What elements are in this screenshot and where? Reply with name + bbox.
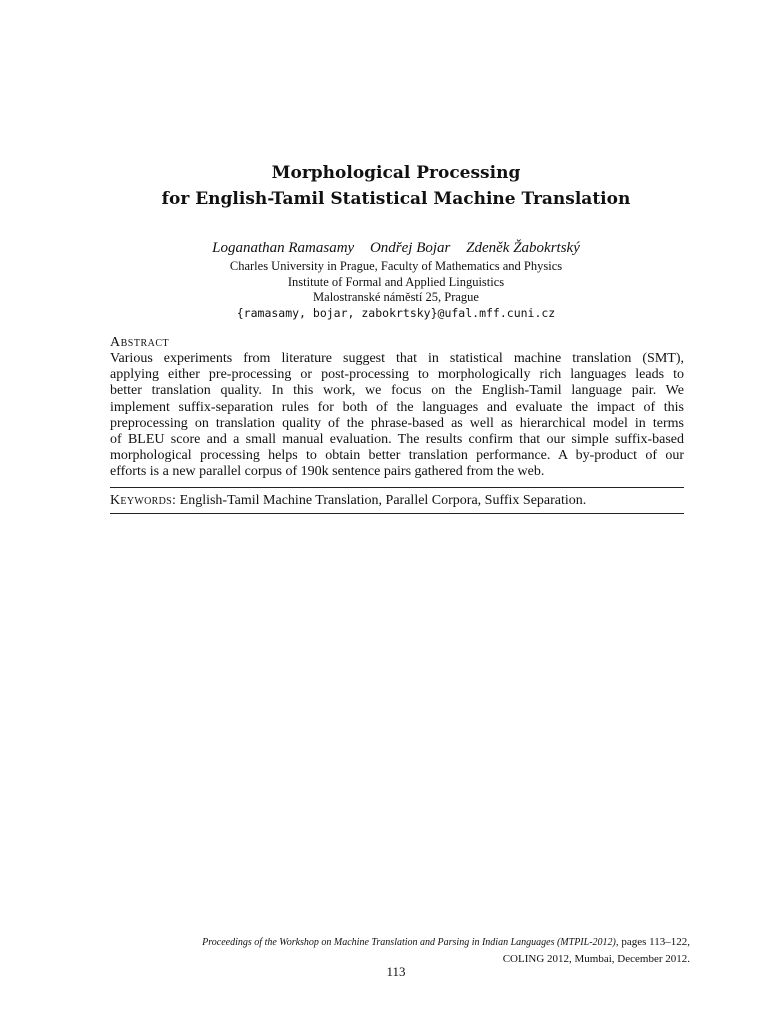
author-emails: {ramasamy, bojar, zabokrtsky}@ufal.mff.cuni.cz (236, 305, 556, 320)
abstract-line: applying either pre-processing or post-processing to morphologically rich languages leads to (110, 367, 684, 383)
abstract-line: morphological processing helps to obtain better translation performance. A by-product of our (110, 448, 684, 464)
abstract-line: better translation quality. In this work, we focus on the English-Tamil language pair. We (110, 383, 684, 399)
proceedings-pages: , pages 113–122, (615, 936, 690, 948)
title-line-2: for English-Tamil Statistical Machine Translation (161, 189, 631, 209)
proceedings-footer (202, 934, 690, 967)
author-list (0, 238, 768, 258)
keywords-text: English-Tamil Machine Translation, Parallel Corpora, Suffix Separation. (179, 493, 587, 508)
abstract-line: preprocessing on translation quality of the phrase-based as well as hierarchical model in terms (110, 415, 684, 431)
abstract-heading: Abstract (110, 335, 170, 350)
affiliation-line: Malostranské náměstí 25, Prague (313, 290, 479, 304)
author-name: Ondřej Bojar (369, 240, 451, 256)
keywords-top-rule (110, 487, 684, 488)
keywords-label: Keywords: (110, 493, 177, 508)
proceedings-title: Proceedings of the Workshop on Machine Translation and Parsing in Indian Languages (MTPIL-2012) (202, 937, 616, 948)
proceedings-venue: COLING 2012, Mumbai, December 2012. (502, 953, 690, 965)
affiliation-block (0, 259, 768, 321)
page-number: 113 (386, 964, 406, 979)
title-line-1: Morphological Processing (271, 163, 521, 183)
affiliation-line: Charles University in Prague, Faculty of Mathematics and Physics (229, 259, 563, 273)
keywords-line (110, 492, 684, 510)
abstract-line: Various experiments from literature suggest that in statistical machine translation (SMT), (110, 351, 684, 366)
keywords-bottom-rule (110, 513, 684, 514)
abstract-line: efforts is a new parallel corpus of 190k sentence pairs gathered from the web. (110, 464, 545, 480)
affiliation-line: Institute of Formal and Applied Linguistics (287, 274, 505, 289)
paper-title (0, 160, 768, 212)
abstract-text (110, 351, 684, 481)
abstract-line: of BLEU score and a small manual evaluation. The results confirm that our simple suffix-based (110, 432, 684, 448)
abstract-line: implement suffix-separation rules for both of the languages and evaluate the impact of this (110, 399, 684, 415)
author-name: Loganathan Ramasamy (212, 240, 355, 256)
author-name: Zdeněk Žabokrtský (466, 240, 580, 256)
